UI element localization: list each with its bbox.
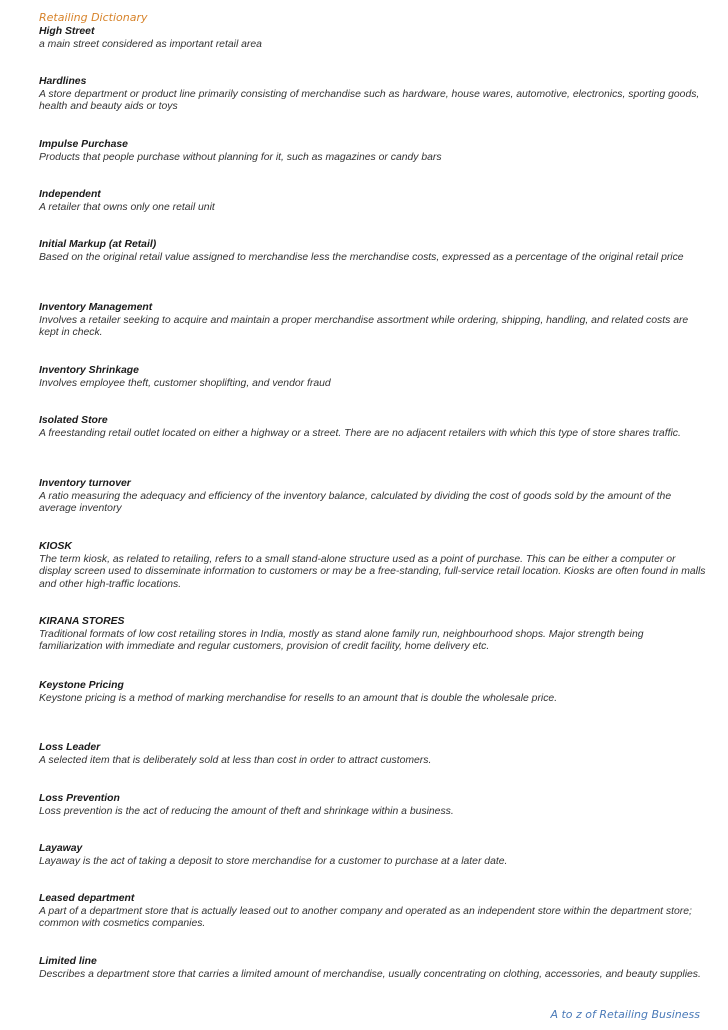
entry-definition: Traditional formats of low cost retailing stores in India, mostly as stand alone family run, neighbourhood shops. Major strength being familiarization with immediate and regular customers, provision of credit facility, home delivery etc. (39, 628, 644, 653)
entry-term: Limited line (39, 956, 97, 967)
entry-term: Inventory Shrinkage (39, 365, 139, 376)
dictionary-entry (39, 616, 707, 654)
dictionary-entry (39, 843, 707, 868)
dictionary-entry (39, 793, 707, 818)
entry-term: Loss Leader (39, 742, 101, 753)
entry-definition: A freestanding retail outlet located on either a highway or a street. There are no adjacent retailers with which this type of store shares traffic. (39, 427, 681, 439)
document-footer: A to z of Retailing Business (550, 1008, 700, 1021)
entry-definition: Keystone pricing is a method of marking merchandise for resells to an amount that is double the wholesale price. (39, 692, 558, 704)
entry-term: Independent (39, 189, 101, 200)
dictionary-entry (39, 541, 707, 591)
dictionary-entry (39, 139, 707, 164)
entry-definition: Loss prevention is the act of reducing the amount of theft and shrinkage within a business. (39, 805, 454, 817)
entry-definition: Layaway is the act of taking a deposit to store merchandise for a customer to purchase at a later date. (39, 855, 508, 867)
entry-term: Loss Prevention (39, 793, 120, 804)
entry-term: Hardlines (39, 76, 87, 87)
entry-definition: A part of a department store that is actually leased out to another company and operated as an independent store within the department store; common with cosmetics companies. (39, 905, 692, 930)
entry-definition: The term kiosk, as related to retailing, refers to a small stand-alone structure used as a point of purchase. This can be either a computer or display screen used to disseminate information to customers or may be a free-standing, full-service retail location. Kiosks are often found in malls and other high-traffic locations. (39, 553, 706, 590)
dictionary-entry (39, 76, 707, 114)
dictionary-entry (39, 302, 707, 340)
entry-definition: Involves employee theft, customer shoplifting, and vendor fraud (39, 377, 331, 389)
entry-term: Leased department (39, 893, 135, 904)
entry-term: KIOSK (39, 541, 72, 552)
entry-definition: Involves a retailer seeking to acquire and maintain a proper merchandise assortment while ordering, shipping, handling, and related costs are kept in check. (39, 314, 689, 339)
entry-definition: A selected item that is deliberately sold at less than cost in order to attract customers. (39, 754, 432, 766)
entry-term: Isolated Store (39, 415, 108, 426)
dictionary-entry (39, 189, 707, 214)
entry-term: Layaway (39, 843, 83, 854)
dictionary-entry (39, 365, 707, 390)
document-header: Retailing Dictionary (39, 11, 148, 24)
entry-term: Inventory Management (39, 302, 153, 313)
dictionary-entry (39, 742, 707, 767)
entry-definition: Products that people purchase without planning for it, such as magazines or candy bars (39, 151, 442, 163)
dictionary-entry (39, 956, 707, 981)
entry-term: Inventory turnover (39, 478, 131, 489)
entry-definition: A ratio measuring the adequacy and efficiency of the inventory balance, calculated by dividing the cost of goods sold by the amount of the average inventory (39, 490, 672, 515)
entry-definition: Describes a department store that carries a limited amount of merchandise, usually concentrating on clothing, accessories, and beauty supplies. (39, 968, 701, 980)
dictionary-entry (39, 239, 707, 264)
entry-definition: A store department or product line primarily consisting of merchandise such as hardware, house wares, automotive, electronics, sporting goods, health and beauty aids or toys (39, 88, 700, 113)
entry-definition: Based on the original retail value assigned to merchandise less the merchandise costs, expressed as a percentage of the original retail price (39, 251, 684, 263)
dictionary-entry (39, 26, 707, 51)
entry-definition: a main street considered as important retail area (39, 38, 262, 50)
entry-term: KIRANA STORES (39, 616, 125, 627)
entry-term: Initial Markup (at Retail) (39, 239, 157, 250)
dictionary-entry (39, 478, 707, 516)
entry-term: High Street (39, 26, 95, 37)
entry-term: Keystone Pricing (39, 680, 124, 691)
entry-definition: A retailer that owns only one retail unit (39, 201, 215, 213)
dictionary-entry (39, 415, 707, 440)
entry-term: Impulse Purchase (39, 139, 128, 150)
dictionary-entry (39, 680, 707, 705)
dictionary-entry (39, 893, 707, 931)
